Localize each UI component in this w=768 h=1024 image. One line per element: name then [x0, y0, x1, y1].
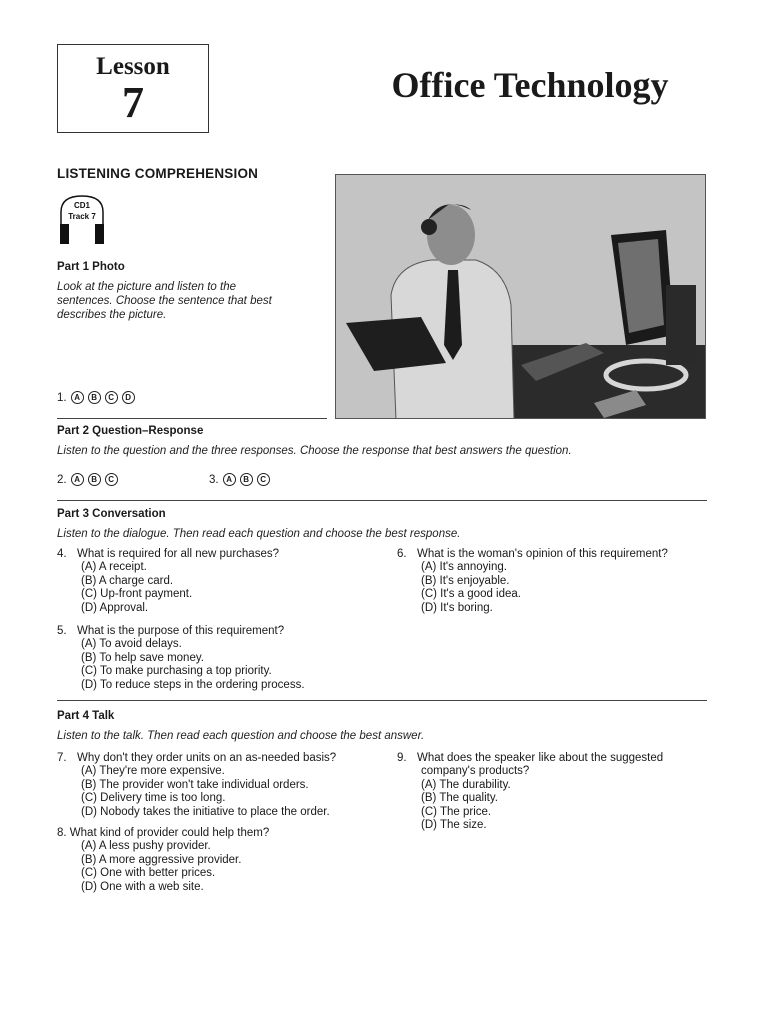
answer-bubble-a[interactable]: A	[223, 473, 236, 486]
answer-bubble-a[interactable]: A	[71, 473, 84, 486]
question-number: 5.	[57, 625, 67, 637]
answer-row-2	[57, 473, 118, 486]
option-a: (A) It's annoying.	[421, 561, 507, 574]
option-d: (D) To reduce steps in the ordering process.	[81, 678, 305, 691]
answer-bubble-c[interactable]: C	[105, 473, 118, 486]
option-d: (D) Nobody takes the initiative to place the order.	[81, 805, 330, 818]
question-9	[397, 752, 717, 832]
question-number: 1.	[57, 391, 67, 404]
option-a: (A) A less pushy provider.	[81, 840, 211, 853]
question-7	[57, 752, 387, 819]
question-text: Why don't they order units on an as-needed basis?	[77, 752, 337, 764]
question-text-continued: company's products?	[421, 765, 530, 778]
option-c: (C) The price.	[421, 805, 492, 818]
option-d: (D) It's boring.	[421, 601, 493, 614]
answer-bubble-c[interactable]: C	[105, 391, 118, 404]
question-5	[57, 625, 377, 692]
headphones-icon	[57, 192, 107, 246]
question-number: 8.	[57, 827, 67, 839]
part2-instructions: Listen to the question and the three responses. Choose the response that best answers the question.	[57, 445, 572, 457]
question-number: 6.	[397, 548, 407, 560]
divider	[57, 500, 707, 501]
part3-heading: Part 3 Conversation	[57, 508, 166, 520]
office-photo	[335, 174, 706, 419]
option-a: (A) They're more expensive.	[81, 765, 225, 778]
answer-bubble-d[interactable]: D	[122, 391, 135, 404]
answer-row-3	[209, 473, 270, 486]
answer-bubble-b[interactable]: B	[88, 391, 101, 404]
option-c: (C) One with better prices.	[81, 867, 216, 880]
lesson-label: Lesson	[96, 53, 170, 80]
answer-bubble-b[interactable]: B	[88, 473, 101, 486]
question-text: What does the speaker like about the suggested	[417, 752, 664, 764]
option-c: (C) Delivery time is too long.	[81, 792, 226, 805]
part4-heading: Part 4 Talk	[57, 710, 115, 722]
option-c: (C) Up-front payment.	[81, 588, 193, 601]
question-number: 7.	[57, 752, 67, 764]
option-a: (A) A receipt.	[81, 561, 147, 574]
part2-heading: Part 2 Question–Response	[57, 425, 204, 437]
page-title: Office Technology	[391, 65, 669, 105]
option-b: (B) A charge card.	[81, 574, 174, 587]
option-c: (C) To make purchasing a top priority.	[81, 665, 272, 678]
answer-row-1	[57, 391, 135, 404]
question-text: What is required for all new purchases?	[77, 548, 279, 560]
option-d: (D) Approval.	[81, 601, 149, 614]
divider	[57, 700, 707, 701]
question-4	[57, 548, 377, 615]
option-b: (B) The quality.	[421, 792, 498, 805]
question-number: 2.	[57, 473, 67, 486]
option-a: (A) To avoid delays.	[81, 638, 182, 651]
part1-heading: Part 1 Photo	[57, 261, 125, 273]
question-8	[57, 827, 387, 894]
option-d: (D) The size.	[421, 819, 487, 832]
question-6	[397, 548, 717, 615]
option-d: (D) One with a web site.	[81, 880, 204, 893]
lesson-badge	[57, 44, 209, 133]
section-heading: LISTENING COMPREHENSION	[57, 166, 259, 181]
part1-instructions: Look at the picture and listen to the sentences. Choose the sentence that best describes the picture.	[57, 281, 272, 321]
question-text: What kind of provider could help them?	[69, 827, 270, 839]
answer-bubble-a[interactable]: A	[71, 391, 84, 404]
part3-instructions: Listen to the dialogue. Then read each question and choose the best response.	[57, 528, 461, 540]
option-b: (B) It's enjoyable.	[421, 574, 510, 587]
part4-instructions: Listen to the talk. Then read each question and choose the best answer.	[57, 730, 425, 742]
question-number: 4.	[57, 548, 67, 560]
question-text: What is the woman's opinion of this requirement?	[417, 548, 668, 560]
divider	[57, 418, 327, 419]
option-b: (B) A more aggressive provider.	[81, 853, 242, 866]
answer-bubble-b[interactable]: B	[240, 473, 253, 486]
option-c: (C) It's a good idea.	[421, 588, 521, 601]
question-number: 9.	[397, 752, 407, 764]
option-a: (A) The durability.	[421, 778, 511, 791]
question-text: What is the purpose of this requirement?	[77, 625, 285, 637]
answer-bubble-c[interactable]: C	[257, 473, 270, 486]
option-b: (B) To help save money.	[81, 651, 204, 664]
cd-track-label: Track 7	[68, 212, 96, 221]
lesson-number: 7	[122, 78, 144, 127]
question-number: 3.	[209, 473, 219, 486]
cd-disc-label: CD1	[73, 201, 91, 210]
option-b: (B) The provider won't take individual orders.	[81, 778, 309, 791]
